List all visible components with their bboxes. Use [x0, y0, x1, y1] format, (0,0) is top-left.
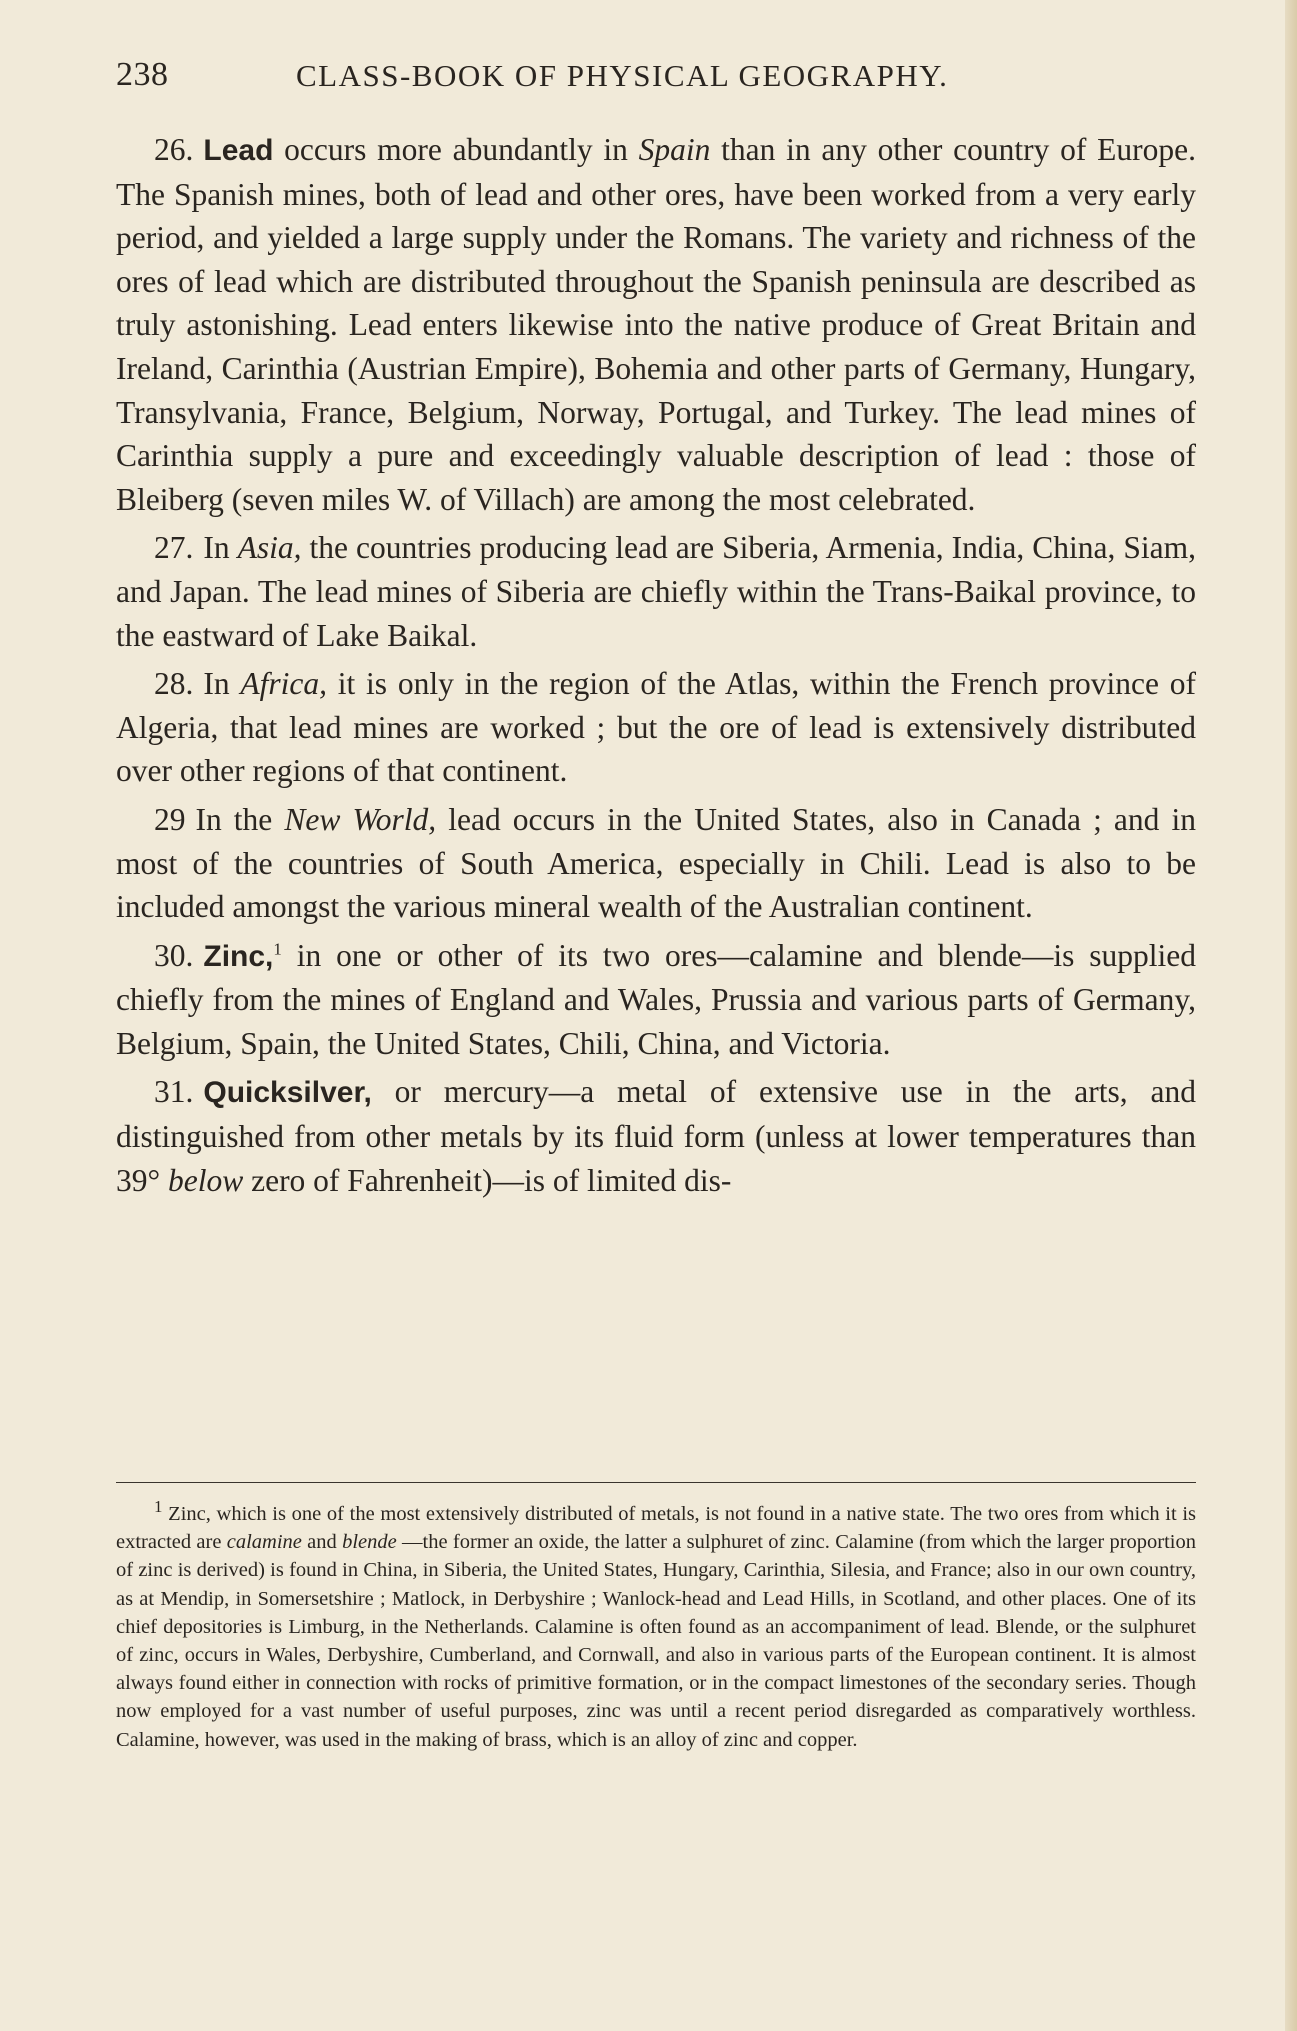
footnote-marker: 1 [154, 1497, 163, 1517]
paragraph-text: it is only in the region of the Atlas, within the French province of Algeria, that lead mines are worked ; but the ore of lead is extensively distributed over other regions of that continent. [116, 666, 1196, 789]
paragraph-31 [116, 1070, 1196, 1202]
paragraph-text: in one or other of its two ores—calamine and blende—is supplied chiefly from the mines of England and Wales, Prussia and various parts of Germany, Belgium, Spain, the United States, Chili, China, and Victoria. [116, 937, 1196, 1061]
footnote-reference: 1 [273, 939, 282, 959]
running-title: CLASS-BOOK OF PHYSICAL GEOGRAPHY. [296, 58, 949, 93]
place-asia: Asia, [237, 530, 302, 566]
paragraph-text: than in any other country of Europe. The Spanish mines, both of lead and other ores, have been worked from a very early period, and yielded a large supply under the Romans. The variety and richness of the ores of lead which are distributed throughout the Spanish peninsula are described as truly astonishing. Lead enters likewise into the native produce of Great Britain and Ireland, Carinthia (Austrian Empire), Bohemia and other parts of Germany, Hungary, Transylvania, France, Belgium, Norway, Portugal, and Turkey. The lead mines of Carinthia supply a pure and exceedingly valuable description of lead : those of Bleiberg (seven miles W. of Villach) are among the most celebrated. [116, 132, 1196, 517]
paragraph-text: the countries producing lead are Siberia, Armenia, India, China, Siam, and Japan. The lead mines of Siberia are chiefly within the Trans-Baikal province, to the eastward of Lake Baikal. [116, 530, 1196, 653]
paragraph-30 [116, 934, 1196, 1066]
term-lead: Lead [203, 134, 274, 167]
paragraph-27 [116, 526, 1196, 657]
page-edge [1285, 0, 1297, 2031]
footnote-divider [116, 1482, 1196, 1483]
paragraph-number: 29 [154, 801, 186, 837]
footnote [116, 1497, 1196, 1754]
place-spain: Spain [638, 132, 711, 167]
paragraph-28 [116, 662, 1196, 793]
paragraph-number: 26. [154, 132, 194, 167]
main-text [116, 128, 1196, 1207]
paragraph-text: In [203, 530, 238, 566]
paragraph-26 [116, 128, 1196, 521]
paragraph-number: 27. [154, 530, 194, 566]
paragraph-text: zero of Fahrenheit)—is of limited dis- [243, 1162, 732, 1198]
paragraph-text: lead occurs in the United States, also in Canada ; and in most of the countries of South America, especially in Chili. Lead is also to be included amongst the various mineral wealth of the Australian continent. [116, 801, 1196, 925]
term-blende: blende [342, 1531, 397, 1554]
footnote-text: Zinc, which is one of the most extensively distributed of metals, is not found in a native state. The two ores from which it is extracted are [116, 1503, 1196, 1554]
term-calamine: calamine [226, 1531, 302, 1554]
paragraph-text: or mercury—a metal of extensive use in the arts, and distinguished from other metals by its fluid form (unless at lower temperatures than 39° [116, 1074, 1196, 1198]
emphasis-below: below [167, 1162, 244, 1198]
paragraph-text: In the [195, 801, 285, 837]
footnote-text: —the former an oxide, the latter a sulphuret of zinc. Calamine (from which the larger proportion of zinc is derived) is found in China, in Siberia, the United States, Hungary, Carinthia, Silesia, and France; also in our own country, as at Mendip, in Somersetshire ; Matlock, in Derbyshire ; Wanlock-head and Lead Hills, in Scotland, and other places. One of its chief depositories is Limburg, in the Netherlands. Calamine is often found as an accompaniment of lead. Blende, or the sulphuret of zinc, occurs in Wales, Derbyshire, Cumberland, and Cornwall, and also in various parts of the European continent. It is almost always found either in connection with rocks of primitive formation, or in the compact limestones of the secondary series. Though now employed for a vast number of useful purposes, zinc was until a recent period disregarded as comparatively worthless. Calamine, however, was used in the making of brass, which is an alloy of zinc and copper. [116, 1531, 1196, 1751]
paragraph-number: 31. [154, 1074, 194, 1110]
place-new-world: New World, [284, 801, 437, 837]
paragraph-number: 30. [154, 937, 194, 973]
place-africa: Africa, [240, 666, 328, 702]
term-zinc: Zinc, [203, 939, 274, 973]
page-number: 238 [116, 56, 169, 93]
paragraph-text: In [203, 666, 241, 702]
paragraph-number: 28. [154, 666, 194, 702]
footnote-text: and [301, 1531, 343, 1554]
paragraph-text: occurs more abundantly in [273, 132, 639, 167]
term-quicksilver: Quicksilver, [203, 1076, 372, 1110]
paragraph-29 [116, 798, 1196, 929]
